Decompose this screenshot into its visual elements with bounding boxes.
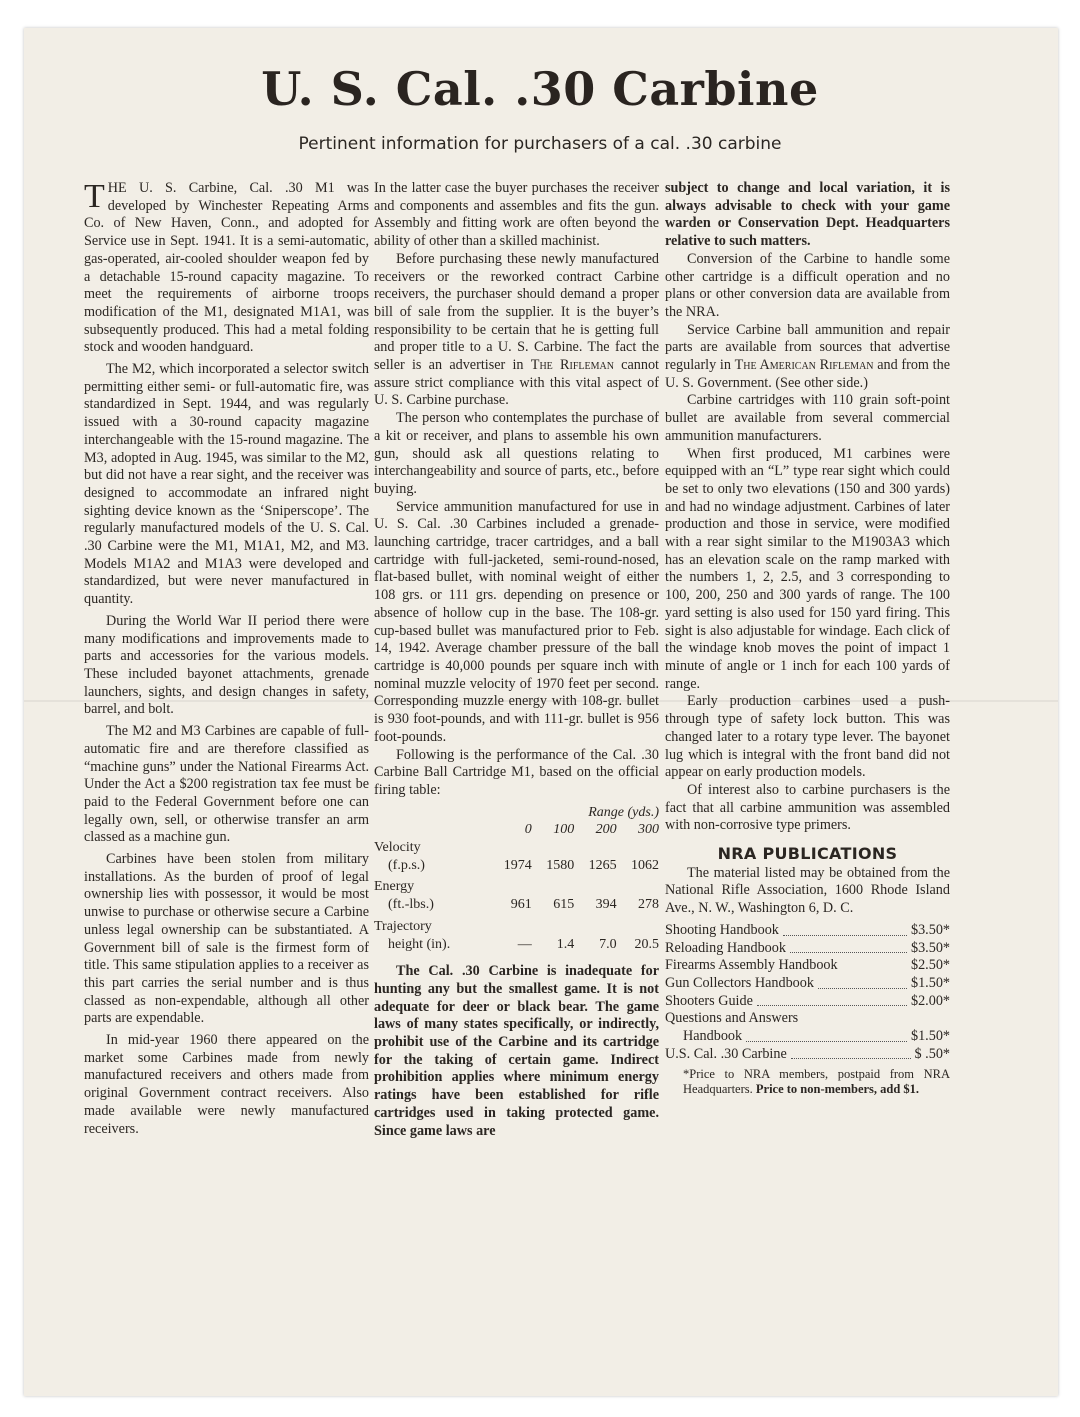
paragraph: During the World War II period there were many modifications and improvements made to parts and accessories for the various models. These included bayonet attachments, grenade launchers, sights, and design changes in safety, barrel, and bolt. — [84, 612, 369, 718]
paragraph — [84, 180, 369, 357]
table-cell: — — [517, 936, 532, 952]
publication-title: Questions and Answers — [665, 1010, 799, 1027]
table-cell: 7.0 — [599, 936, 617, 952]
paragraph: Of interest also to carbine purchasers is the fact that all carbine ammunition was assembled with non-corrosive type primers. — [665, 781, 950, 834]
table-cell: 1265 — [588, 857, 617, 873]
paragraph-text: Service Carbine ball ammunition and repair parts are available from sources that advertise regularly in — [665, 321, 950, 374]
row-unit: height (in). — [388, 936, 451, 952]
list-item — [665, 975, 950, 993]
paragraph: Carbine cartridges with 110 grain soft-point bullet are available from several commercial ammunition manufacturers. — [665, 392, 950, 444]
column-3 — [665, 180, 950, 1096]
row-unit: (f.p.s.) — [388, 857, 425, 873]
paragraph: Carbines have been stolen from military installations. As the burden of proof of legal ownership lies with possessor, it would be most unwise to purchase or otherwise secure a Carbine unless legal ownership can be substantiated. A Government bill of sale is the firmest form of title. This same stipulation applies to a receiver as this part carries the serial number and is thus classed as non-expendable, although all other parts are expendable. — [84, 851, 369, 1027]
performance-table — [374, 804, 659, 954]
list-item — [665, 1046, 950, 1064]
publications-list — [665, 922, 950, 1064]
publications-intro: The material listed may be obtained from the National Rifle Association, 1600 Rhode Island Ave., N. W., Washington 6, D. C. — [665, 864, 950, 917]
publication-title: Gun Collectors Handbook — [665, 974, 814, 991]
publication-price: $ .50* — [914, 1045, 950, 1062]
paragraph-text: cannot assure strict compliance with this vital aspect of U. S. Carbine purchase. — [374, 357, 660, 409]
paragraph — [665, 322, 950, 393]
publication-price: $2.50* — [910, 957, 950, 974]
range-value: 300 — [638, 822, 659, 838]
row-unit: (ft.-lbs.) — [388, 897, 434, 913]
list-item — [665, 922, 950, 940]
column-1 — [84, 180, 369, 1138]
row-label: Energy — [374, 879, 415, 895]
list-item — [665, 1028, 950, 1046]
publication-title: U.S. Cal. .30 Carbine — [665, 1045, 787, 1062]
table-cell: 1974 — [503, 857, 532, 873]
table-cell: 1.4 — [556, 936, 575, 952]
paragraph: The M2, which incorporated a selector switch permitting either semi- or full-automatic fire, was standardized in Sept. 1944, and was regularly issued with a 30-round capacity magazine interchangeable with the 15-round magazine. The M3, adopted in Aug. 1945, was similar to the M2, but did not have a rear sight, and the receiver was designed to accommodate an infrared night sighting device known as the ‘Sniperscope’. The regularly manufactured models of the U. S. Cal. .30 Carbine were the M1, M1A1, M2, and M3. Models M1A2 and M1A3 were developed and standardized, but were never manufactured in quantity. — [84, 361, 369, 608]
list-item — [665, 940, 950, 958]
paragraph: In the latter case the buyer purchases the receiver and components and assembles and fits the gun. Assembly and fitting work are often beyond the ability of other than a skilled machinist. — [374, 180, 659, 250]
paragraph-text: HE U. S. Carbine, Cal. .30 M1 was developed by Winchester Repeating Arms Co. of New Haven, Conn., and adopted for Service use in Sept. 1941. It is a semi-automatic, gas-operated, air-cooled shoulder weapon fed by a detachable 15-round capacity magazine. To meet the requirements of airborne troops modification of the M1, designated M1A1, was subsequently produced. This had a metal folding stock and wooden handguard. — [84, 180, 369, 356]
paragraph: The M2 and M3 Carbines are capable of full-automatic fire and are therefore classified as “machine guns” under the National Firearms Act. Under the Act a $200 registration tax fee must be paid to the Federal Government before one can legally own, sell, or otherwise transfer an arm classed as a machine gun. — [84, 723, 369, 846]
publication-name: The Rifleman — [530, 357, 614, 374]
paragraph — [374, 251, 659, 410]
warning-paragraph: The Cal. .30 Carbine is inadequate for hunting any but the smallest game. It is not adequate for deer or black bear. The game laws of many states specifically, or indirectly, prohibit use of the Carbine and its cartridge for the taking of certain game. Indirect prohibition applies where minimum energy ratings have been established for rifle cartridges used in taking protected game. Since game laws are — [374, 963, 659, 1139]
page-title: U. S. Cal. .30 Carbine — [261, 62, 819, 116]
publication-title: Shooting Handbook — [665, 921, 779, 938]
list-item — [665, 957, 950, 975]
table-cell: 1062 — [631, 857, 659, 873]
price-footnote — [683, 1067, 950, 1096]
drop-cap: T — [84, 178, 105, 215]
paragraph: Early production carbines used a push-through type of safety lock button. This was changed later to a rotary type lever. The bayonet lug which is integral with the front band did not appear on early production models. — [665, 693, 950, 781]
list-item — [665, 1010, 950, 1028]
publication-title: Shooters Guide — [665, 992, 753, 1009]
table-row — [374, 896, 659, 914]
list-item — [665, 993, 950, 1011]
table-cell: 1580 — [546, 857, 575, 873]
range-value: 200 — [595, 822, 617, 838]
publications-heading: NRA PUBLICATIONS — [717, 844, 898, 864]
range-value: 0 — [524, 822, 532, 838]
publication-price: $1.50* — [910, 974, 950, 991]
paragraph: Following is the performance of the Cal. .30 Carbine Ball Cartridge M1, based on the official firing table: — [374, 746, 659, 798]
table-cell: 615 — [553, 897, 575, 913]
publication-title: Firearms Assembly Handbook — [665, 957, 838, 974]
publication-price: $3.50* — [910, 939, 950, 956]
paragraph: Conversion of the Carbine to handle some other cartridge is a difficult operation and no plans or other conversion data are available from the NRA. — [665, 250, 950, 320]
paragraph: The person who contemplates the purchase of a kit or receiver, and plans to assemble his own gun, should ask all questions relating to interchangeability and source of parts, etc., before buying. — [374, 410, 659, 497]
row-label: Trajectory — [374, 918, 432, 934]
footnote-text: *Price to NRA members, postpaid from NRA Headquarters. — [683, 1067, 950, 1096]
paragraph: When first produced, M1 carbines were equipped with an “L” type rear sight which could be set to only two elevations (150 and 300 yards) and had no windage adjustment. Carbines of later production and those in service, were modified with a rear sight similar to the M1903A3 which has an elevation scale on the ramp marked with the numbers 1, 2, 2.5, and 3 corresponding to 100, 200, 250 and 300 yards of range. The 100 yard setting is also used for 150 yard firing. This sight is also adjustable for windage. Each click of the windage knob moves the point of impact 1 minute of angle or 1 inch for each 100 yards of range. — [665, 445, 950, 692]
page-subtitle: Pertinent information for purchasers of a cal. .30 carbine — [298, 134, 782, 154]
publication-title: Handbook — [683, 1028, 743, 1045]
range-header: Range (yds.) — [588, 804, 659, 820]
paragraph-text: and from the U. S. Government. (See other side.) — [665, 357, 950, 391]
paragraph: Service ammunition manufactured for use in U. S. Cal. .30 Carbines included a grenade-launching cartridge, tracer cartridges, and a ball cartridge with full-jacketed, semi-round-nosed, flat-based bullet, with nominal weight of either 108 grs. or 111 grs. depending on presence or absence of hollow cup in the base. The 108-gr. cup-based bullet was manufactured prior to Feb. 14, 1942. Average chamber pressure of the ball cartridge is 40,000 pounds per square inch with nominal muzzle velocity of 1970 feet per second. Corresponding muzzle energy with 108-gr. bullet is 930 foot-pounds, and with 111-gr. bullet is 956 foot-pounds. — [374, 498, 659, 745]
table-row — [374, 936, 659, 954]
row-label: Velocity — [374, 840, 421, 856]
table-cell: 278 — [638, 897, 659, 913]
publication-price: $1.50* — [910, 1028, 950, 1045]
publication-price: $3.50* — [910, 921, 950, 938]
publication-name: The American Rifleman — [734, 357, 874, 374]
footnote-bold-text: Price to non-members, add $1. — [755, 1081, 920, 1096]
table-cell: 394 — [595, 897, 617, 913]
publication-price: $2.00* — [910, 992, 950, 1009]
publication-title: Reloading Handbook — [665, 939, 786, 956]
paragraph-text: Before purchasing these newly manufactured receivers or the reworked contract Carbine receivers, the purchaser should demand a proper bill of sale from the supplier. It is the buyer’s responsibility to be certain that he is getting full and proper title to a U. S. Carbine. The fact the seller is an advertiser in — [374, 250, 659, 374]
table-row — [374, 857, 659, 875]
table-cell: 961 — [510, 897, 532, 913]
range-value: 100 — [553, 822, 575, 838]
table-cell: 20.5 — [634, 936, 659, 952]
paragraph: In mid-year 1960 there appeared on the market some Carbines made from newly manufactured receivers and others made from original Government contract receivers. Also made available were newly manufactured receivers. — [84, 1032, 369, 1137]
column-2 — [374, 180, 659, 1140]
warning-paragraph: subject to change and local variation, it is always advisable to check with your game warden or Conservation Dept. Headquarters relative to such matters. — [665, 180, 950, 250]
